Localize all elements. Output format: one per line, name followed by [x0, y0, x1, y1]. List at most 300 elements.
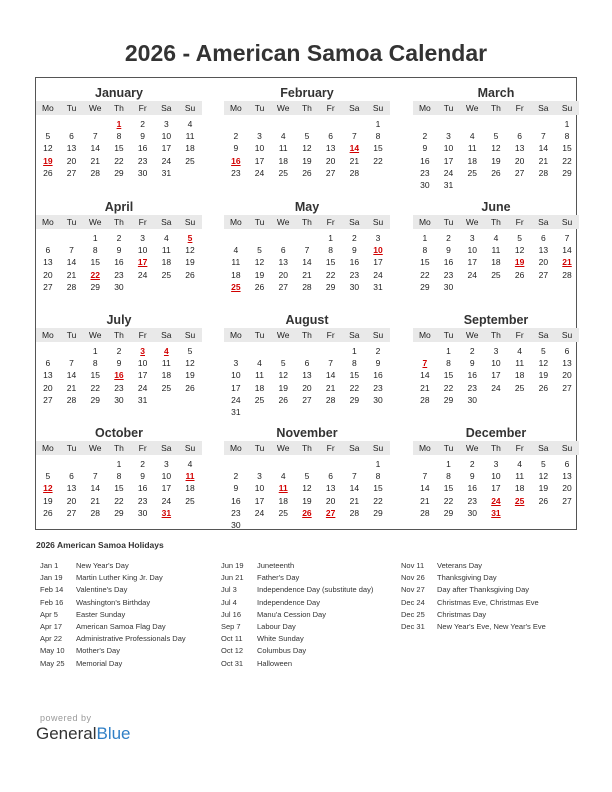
day-cell: 10: [137, 245, 148, 256]
day-cell: 24: [161, 155, 172, 166]
page-title: 2026 - American Samoa Calendar: [124, 40, 488, 66]
day-cell: 21: [538, 155, 549, 166]
day-cell: 11: [255, 370, 264, 381]
weekday-label: Th: [490, 103, 501, 113]
weekday-label: Su: [184, 330, 196, 340]
day-cell: 25: [514, 382, 525, 393]
day-cell: 7: [304, 245, 310, 256]
day-cell: 24: [467, 269, 477, 280]
weekday-label: Su: [372, 330, 384, 340]
day-cell: 10: [443, 143, 454, 154]
day-cell: 12: [185, 358, 195, 369]
day-cell: 2: [469, 459, 475, 469]
day-cell: 13: [325, 143, 336, 154]
day-cell: 28: [302, 281, 312, 292]
holiday-date: Nov 27: [401, 585, 425, 595]
holiday-date: Jul 4: [221, 597, 237, 607]
day-cell: 31: [161, 167, 172, 178]
day-cell: 2: [233, 131, 239, 142]
brand-general: General: [36, 724, 97, 743]
holiday-row: [40, 584, 225, 596]
month-name: December: [465, 426, 527, 440]
day-cell: 1: [422, 233, 428, 243]
day-cell: 27: [302, 394, 312, 405]
month-name: March: [477, 86, 515, 100]
day-cell: 17: [161, 143, 172, 154]
day-cell: 28: [90, 167, 100, 178]
holiday-name: Christmas Eve, Christmas Eve: [437, 597, 539, 607]
weekday-label: Th: [301, 217, 312, 227]
day-cell: 14: [302, 257, 312, 268]
holiday-date: Apr 22: [40, 634, 63, 644]
weekday-label: Th: [490, 217, 501, 227]
day-cell: 4: [257, 358, 262, 369]
day-cell: 27: [43, 281, 53, 292]
weekday-label: We: [88, 103, 102, 113]
day-cell: 17: [254, 495, 265, 506]
day-cell: 14: [90, 143, 100, 154]
day-cell: 19: [538, 370, 549, 381]
holiday-date: Apr 17: [40, 621, 63, 631]
day-cell: 23: [231, 167, 241, 178]
day-cell: 16: [443, 257, 454, 268]
weekday-label: We: [465, 443, 479, 453]
day-cell: 7: [92, 471, 98, 482]
day-cell: 3: [257, 131, 262, 142]
day-cell: 25: [491, 269, 501, 280]
holiday-name: Memorial Day: [76, 658, 123, 668]
day-cell: 20: [562, 370, 572, 381]
month-september: [413, 308, 579, 418]
day-cell: 4: [187, 119, 193, 129]
day-cell: 10: [254, 143, 265, 154]
holiday-name: Martin Luther King Jr. Day: [76, 573, 163, 583]
day-cell: 5: [304, 471, 310, 482]
day-cell: 2: [375, 346, 381, 356]
weekday-label: Th: [113, 443, 124, 453]
holiday-day-cell: 26: [302, 507, 312, 518]
day-cell: 16: [137, 143, 148, 154]
holiday-name: New Year's Eve, New Year's Eve: [437, 621, 546, 631]
day-cell: 23: [114, 269, 124, 280]
day-cell: 6: [564, 346, 570, 356]
month-name: February: [280, 86, 334, 100]
day-cell: 9: [140, 471, 145, 482]
day-cell: 26: [185, 382, 195, 393]
holiday-row: [221, 597, 406, 609]
holiday-day-cell: 27: [325, 507, 336, 518]
weekday-label: Sa: [349, 330, 360, 340]
day-cell: 17: [254, 155, 265, 166]
weekday-label: We: [465, 330, 479, 340]
day-cell: 15: [90, 257, 100, 268]
weekday-header: [413, 101, 579, 115]
holiday-day-cell: 19: [43, 155, 53, 166]
day-cell: 25: [161, 382, 172, 393]
month-may: [224, 195, 390, 305]
holiday-row: [221, 560, 406, 572]
weekday-label: Mo: [418, 330, 431, 340]
day-cell: 31: [231, 407, 241, 417]
day-cell: 25: [278, 507, 288, 518]
holiday-date: May 10: [40, 646, 65, 656]
holiday-date: Jun 21: [221, 573, 244, 583]
day-cell: 5: [257, 245, 262, 256]
weekday-label: Mo: [229, 443, 242, 453]
weekday-header: [413, 328, 579, 342]
day-cell: 12: [43, 143, 53, 154]
day-cell: 14: [420, 483, 430, 494]
holiday-date: Dec 31: [401, 621, 425, 631]
day-cell: 27: [562, 382, 572, 393]
day-cell: 4: [493, 233, 499, 243]
day-cell: 27: [562, 495, 572, 506]
month-name: September: [463, 313, 529, 327]
month-april: [36, 195, 202, 305]
holiday-column: [401, 560, 586, 633]
holiday-date: Oct 31: [221, 658, 244, 668]
day-cell: 16: [231, 495, 241, 506]
day-cell: 4: [280, 471, 286, 482]
weekday-label: Su: [184, 103, 196, 113]
holiday-date: Dec 24: [401, 597, 425, 607]
powered-by-text: powered by: [40, 713, 92, 723]
day-cell: 1: [564, 119, 570, 129]
weekday-label: Th: [301, 103, 312, 113]
holiday-date: Oct 11: [221, 634, 243, 644]
holiday-name: Independence Day: [257, 597, 320, 607]
day-cell: 3: [493, 459, 499, 469]
day-cell: 3: [493, 346, 499, 356]
day-cell: 28: [562, 269, 572, 280]
day-cell: 1: [375, 459, 381, 469]
day-cell: 7: [351, 471, 357, 482]
day-cell: 18: [185, 143, 195, 154]
weekday-label: Th: [490, 443, 501, 453]
weekday-label: We: [276, 217, 290, 227]
day-cell: 10: [467, 245, 477, 256]
weekday-label: Fr: [326, 443, 335, 453]
weekday-header: [413, 215, 579, 229]
holiday-row: [40, 633, 225, 645]
holiday-day-cell: 16: [114, 370, 124, 381]
holiday-day-cell: 10: [373, 245, 383, 256]
day-cell: 21: [302, 269, 312, 280]
day-cell: 13: [514, 143, 525, 154]
day-cell: 18: [185, 483, 195, 494]
holiday-row: [401, 572, 586, 584]
day-cell: 29: [114, 507, 124, 518]
weekday-label: Tu: [443, 330, 454, 340]
day-cell: 3: [233, 358, 239, 369]
day-cell: 9: [140, 131, 145, 142]
day-cell: 8: [564, 131, 570, 142]
month-name: May: [294, 200, 320, 214]
day-cell: 18: [491, 257, 501, 268]
day-cell: 7: [92, 131, 98, 142]
holiday-date: Feb 14: [40, 585, 64, 595]
day-cell: 22: [90, 382, 100, 393]
day-cell: 14: [562, 245, 572, 256]
day-cell: 2: [351, 233, 357, 243]
day-cell: 4: [280, 131, 286, 142]
day-cell: 9: [233, 143, 239, 154]
day-cell: 20: [562, 483, 572, 494]
holiday-row: [40, 658, 225, 670]
day-cell: 28: [66, 281, 77, 292]
month-march: [413, 81, 579, 191]
day-cell: 4: [469, 131, 475, 142]
day-cell: 17: [491, 370, 501, 381]
day-cell: 12: [254, 257, 265, 268]
weekday-label: Sa: [161, 217, 172, 227]
holiday-row: [221, 621, 406, 633]
weekday-label: Mo: [418, 103, 431, 113]
holiday-day-cell: 11: [278, 483, 288, 494]
weekday-label: We: [465, 217, 479, 227]
day-cell: 20: [43, 269, 53, 280]
day-cell: 9: [469, 358, 475, 369]
weekday-label: Su: [561, 217, 573, 227]
day-cell: 19: [302, 155, 312, 166]
day-cell: 15: [562, 143, 572, 154]
day-cell: 2: [116, 346, 122, 356]
month-december: [413, 421, 579, 531]
day-cell: 27: [66, 507, 77, 518]
day-cell: 5: [540, 459, 546, 469]
weekday-header: [36, 441, 202, 455]
day-cell: 28: [420, 394, 430, 405]
day-cell: 30: [114, 281, 124, 292]
holiday-column: [221, 560, 406, 670]
holiday-day-cell: 12: [43, 483, 53, 494]
day-cell: 15: [114, 143, 124, 154]
day-cell: 3: [375, 233, 381, 243]
day-cell: 23: [349, 269, 360, 280]
day-cell: 21: [66, 269, 77, 280]
day-cell: 24: [137, 269, 148, 280]
day-cell: 25: [161, 269, 172, 280]
day-cell: 12: [491, 143, 501, 154]
day-cell: 29: [443, 394, 454, 405]
weekday-label: Sa: [161, 103, 172, 113]
weekday-label: Fr: [515, 443, 524, 453]
day-cell: 14: [349, 483, 360, 494]
day-cell: 5: [187, 346, 193, 356]
holiday-row: [401, 597, 586, 609]
day-cell: 30: [467, 394, 477, 405]
holiday-day-cell: 25: [231, 281, 241, 292]
day-cell: 15: [420, 257, 430, 268]
month-name: October: [95, 426, 143, 440]
day-cell: 19: [278, 382, 288, 393]
day-cell: 8: [92, 245, 98, 256]
holiday-row: [40, 621, 225, 633]
holiday-day-cell: 17: [137, 257, 148, 268]
weekday-label: Fr: [326, 330, 335, 340]
weekday-label: Fr: [326, 103, 335, 113]
day-cell: 31: [137, 394, 148, 405]
weekday-label: Su: [372, 217, 384, 227]
holiday-name: New Year's Day: [76, 561, 129, 570]
holiday-day-cell: 3: [140, 346, 145, 356]
weekday-label: We: [276, 103, 290, 113]
day-cell: 20: [514, 155, 525, 166]
day-cell: 11: [231, 257, 241, 268]
day-cell: 13: [302, 370, 312, 381]
day-cell: 19: [491, 155, 501, 166]
day-cell: 9: [446, 245, 451, 256]
day-cell: 14: [538, 143, 549, 154]
month-february: [224, 81, 390, 191]
month-june: [413, 195, 579, 305]
holiday-date: Jan 1: [40, 561, 59, 570]
day-cell: 23: [467, 495, 477, 506]
day-cell: 4: [517, 346, 522, 356]
holiday-row: [40, 572, 225, 584]
month-name: April: [104, 200, 134, 214]
holiday-date: Nov 11: [401, 561, 425, 570]
day-cell: 20: [66, 155, 77, 166]
day-cell: 12: [302, 143, 312, 154]
day-cell: 8: [446, 358, 451, 369]
day-cell: 17: [443, 155, 454, 166]
weekday-label: Su: [561, 103, 573, 113]
day-cell: 26: [514, 269, 525, 280]
weekday-label: Su: [561, 443, 573, 453]
day-cell: 12: [278, 370, 288, 381]
weekday-label: We: [276, 330, 290, 340]
day-cell: 25: [185, 495, 195, 506]
day-cell: 29: [562, 167, 572, 178]
weekday-label: Mo: [41, 217, 54, 227]
day-cell: 15: [349, 370, 360, 381]
day-cell: 11: [161, 358, 171, 369]
day-cell: 5: [517, 233, 522, 243]
month-name: November: [276, 426, 338, 440]
generalblue-logo[interactable]: [36, 724, 131, 744]
day-cell: 29: [420, 281, 430, 292]
day-cell: 21: [90, 495, 100, 506]
holiday-date: Jun 19: [221, 561, 244, 570]
holiday-day-cell: 21: [562, 257, 572, 268]
day-cell: 9: [233, 483, 239, 494]
weekday-header: [224, 441, 390, 455]
weekday-label: Th: [301, 330, 312, 340]
holiday-name: Juneteenth: [257, 561, 295, 570]
day-cell: 29: [349, 394, 360, 405]
holiday-day-cell: 5: [187, 233, 193, 243]
holiday-day-cell: 11: [185, 471, 195, 482]
day-cell: 13: [66, 483, 77, 494]
holiday-row: [40, 560, 225, 572]
day-cell: 18: [161, 257, 172, 268]
weekday-label: Fr: [138, 217, 147, 227]
holidays-title: 2026 American Samoa Holidays: [36, 540, 164, 550]
holiday-name: Thanksgiving Day: [437, 573, 497, 583]
day-cell: 22: [420, 269, 430, 280]
day-cell: 9: [351, 245, 357, 256]
day-cell: 8: [375, 131, 381, 142]
day-cell: 21: [325, 382, 336, 393]
day-cell: 7: [422, 471, 428, 482]
day-cell: 2: [446, 233, 451, 243]
holiday-date: Nov 26: [401, 573, 425, 583]
day-cell: 22: [325, 269, 336, 280]
day-cell: 2: [140, 459, 145, 469]
day-cell: 18: [161, 370, 172, 381]
day-cell: 13: [325, 483, 336, 494]
holiday-date: Dec 25: [401, 609, 425, 619]
day-cell: 22: [373, 495, 383, 506]
day-cell: 9: [116, 358, 122, 369]
weekday-label: We: [88, 217, 102, 227]
day-cell: 8: [351, 358, 357, 369]
day-cell: 9: [422, 143, 428, 154]
weekday-label: Sa: [349, 103, 360, 113]
day-cell: 5: [493, 131, 499, 142]
month-name: August: [285, 313, 329, 327]
day-cell: 2: [140, 119, 145, 129]
month-november: [224, 421, 390, 531]
holiday-row: [401, 621, 586, 633]
day-cell: 28: [538, 167, 549, 178]
holiday-row: [40, 609, 225, 621]
holiday-name: Day after Thanksgiving Day: [437, 585, 529, 595]
holiday-name: American Samoa Flag Day: [76, 621, 166, 631]
weekday-label: We: [276, 443, 290, 453]
month-august: [224, 308, 390, 418]
holiday-date: Jan 19: [40, 573, 63, 583]
day-cell: 24: [231, 394, 241, 405]
holiday-row: [221, 572, 406, 584]
day-cell: 13: [562, 358, 572, 369]
day-cell: 18: [278, 495, 288, 506]
weekday-label: Fr: [138, 330, 147, 340]
day-cell: 12: [514, 245, 525, 256]
day-cell: 4: [187, 459, 193, 469]
day-cell: 22: [349, 382, 360, 393]
day-cell: 26: [254, 281, 265, 292]
month-october: [36, 421, 202, 531]
day-cell: 8: [375, 471, 381, 482]
holiday-day-cell: 25: [514, 495, 525, 506]
day-cell: 7: [69, 358, 74, 369]
day-cell: 26: [538, 382, 549, 393]
day-cell: 12: [302, 483, 312, 494]
day-cell: 26: [302, 167, 312, 178]
holiday-day-cell: 19: [514, 257, 525, 268]
day-cell: 26: [538, 495, 549, 506]
weekday-label: Th: [113, 217, 124, 227]
holiday-date: Oct 12: [221, 646, 244, 656]
day-cell: 1: [328, 233, 333, 243]
day-cell: 16: [137, 483, 148, 494]
holiday-day-cell: 31: [161, 507, 172, 518]
weekday-label: Mo: [41, 103, 54, 113]
holiday-date: Feb 16: [40, 597, 64, 607]
weekday-label: Mo: [418, 217, 431, 227]
day-cell: 17: [161, 483, 172, 494]
day-cell: 19: [302, 495, 312, 506]
day-cell: 1: [92, 233, 98, 243]
day-cell: 15: [443, 483, 454, 494]
day-cell: 30: [137, 507, 148, 518]
weekday-header: [36, 101, 202, 115]
day-cell: 15: [373, 483, 383, 494]
day-cell: 19: [538, 483, 549, 494]
weekday-label: Tu: [443, 217, 454, 227]
